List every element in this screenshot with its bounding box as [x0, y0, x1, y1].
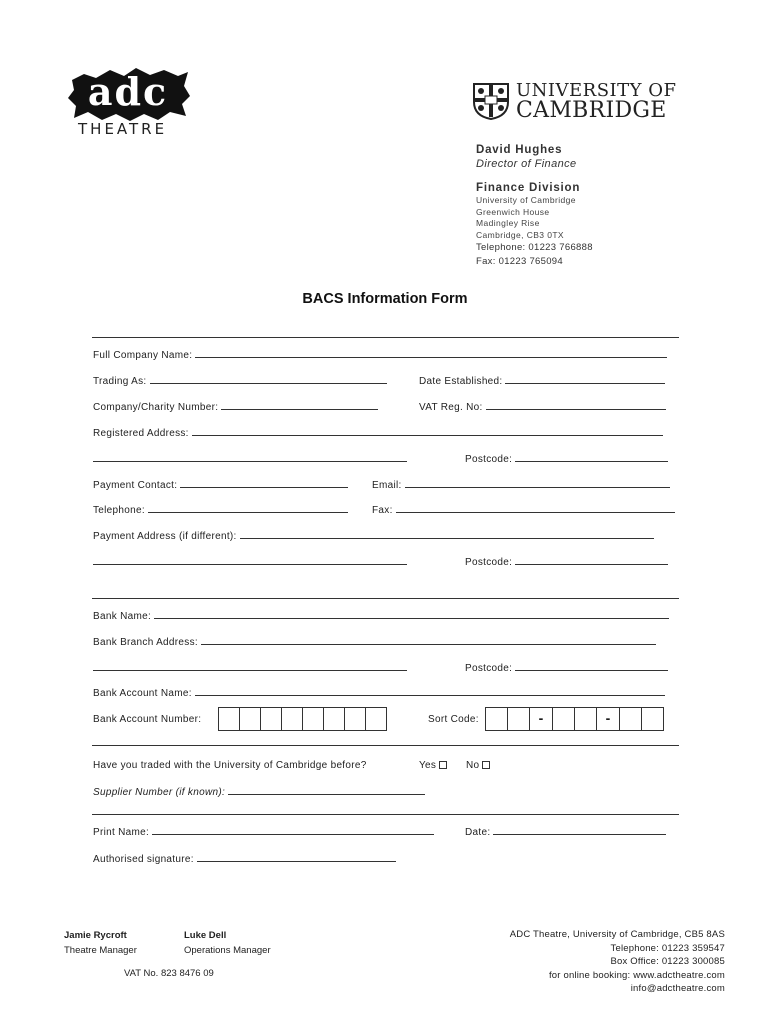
- university-of-text: UNIVERSITY OF: [516, 80, 677, 101]
- company-charity-number-field[interactable]: [93, 401, 378, 414]
- cambridge-text: CAMBRIDGE: [516, 98, 667, 123]
- vat-reg-no-field[interactable]: [419, 401, 666, 414]
- date-field[interactable]: [465, 826, 666, 839]
- print-name-field[interactable]: [93, 826, 434, 839]
- account-digit-box[interactable]: [260, 707, 282, 731]
- supplier-number-field[interactable]: [93, 786, 425, 799]
- trading-as-label: Trading As:: [93, 376, 147, 387]
- adc-logo-text: adc: [87, 69, 169, 114]
- vat-number: VAT No. 823 8476 09: [124, 968, 214, 979]
- bank-name-line[interactable]: [154, 610, 669, 619]
- sort-code-digit-box[interactable]: [574, 707, 597, 731]
- contact-role: Director of Finance: [476, 158, 577, 170]
- postcode-label: Postcode:: [465, 557, 513, 568]
- print-name-label: Print Name:: [93, 827, 150, 838]
- telephone-label: Telephone:: [93, 505, 145, 516]
- fax-field[interactable]: [372, 504, 675, 517]
- address-line: Cambridge, CB3 0TX: [476, 229, 564, 240]
- address-line: Madingley Rise: [476, 218, 540, 228]
- bank-account-name-line[interactable]: [195, 687, 665, 696]
- address-line: Greenwich House: [476, 206, 550, 217]
- person-role: Operations Manager: [184, 945, 271, 956]
- fax-label: Fax:: [372, 505, 393, 516]
- telephone-field[interactable]: [93, 504, 348, 517]
- account-digit-box[interactable]: [302, 707, 324, 731]
- sort-code-label: Sort Code:: [428, 714, 479, 725]
- payment-contact-line[interactable]: [180, 479, 348, 488]
- registered-address-line2[interactable]: [93, 453, 407, 462]
- form-title: BACS Information Form: [302, 291, 468, 307]
- telephone-line[interactable]: [148, 504, 348, 513]
- vat-reg-no-line[interactable]: [486, 401, 666, 410]
- bank-account-number-label: Bank Account Number:: [93, 714, 202, 725]
- registered-address-label: Registered Address:: [93, 428, 189, 439]
- footer-person: [184, 928, 271, 958]
- fax-line[interactable]: [396, 504, 675, 513]
- bank-account-name-field[interactable]: [93, 687, 665, 700]
- payment-postcode-field[interactable]: [465, 556, 668, 569]
- trading-as-line[interactable]: [150, 375, 387, 384]
- section-divider: [92, 745, 679, 746]
- full-company-name-line[interactable]: [195, 349, 667, 358]
- payment-address-label: Payment Address (if different):: [93, 531, 237, 542]
- account-digit-box[interactable]: [365, 707, 387, 731]
- footer-telephone: Telephone: 01223 359547: [610, 942, 725, 954]
- adc-theatre-logo: [66, 66, 190, 140]
- registered-postcode-field[interactable]: [465, 453, 668, 466]
- footer-online-booking[interactable]: for online booking: www.adctheatre.com: [548, 969, 725, 981]
- university-of-cambridge-logo: [472, 80, 682, 122]
- no-checkbox[interactable]: [482, 761, 490, 769]
- registered-address-line2-field[interactable]: [93, 453, 407, 466]
- footer-address: [510, 928, 725, 996]
- bank-branch-address-line[interactable]: [201, 636, 656, 645]
- postcode-label: Postcode:: [465, 663, 513, 674]
- account-digit-box[interactable]: [218, 707, 240, 731]
- date-established-line[interactable]: [505, 375, 665, 384]
- date-established-field[interactable]: [419, 375, 665, 388]
- section-divider: [92, 814, 679, 815]
- footer-email[interactable]: info@adctheatre.com: [630, 983, 725, 994]
- authorised-signature-field[interactable]: [93, 853, 396, 866]
- bank-address-line2[interactable]: [93, 662, 407, 671]
- bank-branch-address-field[interactable]: [93, 636, 656, 649]
- bank-account-name-label: Bank Account Name:: [93, 688, 192, 699]
- date-line[interactable]: [493, 826, 666, 835]
- bank-name-label: Bank Name:: [93, 611, 152, 622]
- contact-name: David Hughes: [476, 144, 563, 156]
- footer-address-line: ADC Theatre, University of Cambridge, CB5 8AS: [509, 929, 725, 940]
- finance-contact-block: [476, 143, 716, 269]
- trading-as-field[interactable]: [93, 375, 387, 388]
- date-label: Date:: [465, 827, 491, 838]
- sort-code-digit-box[interactable]: [485, 707, 508, 731]
- bank-postcode-field[interactable]: [465, 662, 668, 675]
- postcode-label: Postcode:: [465, 454, 513, 465]
- registered-postcode-line[interactable]: [515, 453, 668, 462]
- traded-before-question: Have you traded with the University of Cambridge before?: [93, 760, 367, 771]
- payment-address-line2[interactable]: [93, 556, 407, 565]
- company-charity-number-line[interactable]: [221, 401, 378, 410]
- registered-address-line[interactable]: [192, 427, 663, 436]
- full-company-name-label: Full Company Name:: [93, 350, 193, 361]
- no-option[interactable]: [466, 759, 490, 772]
- email-line[interactable]: [405, 479, 670, 488]
- bank-postcode-line[interactable]: [515, 662, 668, 671]
- account-digit-box[interactable]: [323, 707, 345, 731]
- payment-postcode-line[interactable]: [515, 556, 668, 565]
- print-name-line[interactable]: [152, 826, 434, 835]
- division-name: Finance Division: [476, 182, 581, 194]
- sort-code-boxes[interactable]: [486, 707, 664, 731]
- bank-name-field[interactable]: [93, 610, 669, 623]
- payment-contact-field[interactable]: [93, 479, 348, 492]
- payment-contact-label: Payment Contact:: [93, 480, 178, 491]
- footer-person: [64, 928, 137, 958]
- adc-logo-subtitle: THEATRE: [78, 120, 168, 138]
- sort-code-separator: -: [529, 707, 553, 731]
- supplier-number-label: Supplier Number (if known):: [93, 787, 226, 798]
- date-established-label: Date Established:: [419, 376, 503, 387]
- footer-box-office: Box Office: 01223 300085: [610, 956, 725, 967]
- account-digit-box[interactable]: [344, 707, 366, 731]
- payment-address-line2-field[interactable]: [93, 556, 407, 569]
- registered-address-field[interactable]: [93, 427, 663, 440]
- supplier-number-line[interactable]: [228, 786, 425, 795]
- address-line: University of Cambridge: [476, 195, 576, 205]
- person-name: Luke Dell: [184, 930, 227, 941]
- vat-reg-no-label: VAT Reg. No:: [419, 402, 483, 413]
- company-charity-number-label: Company/Charity Number:: [93, 402, 219, 413]
- bank-branch-address-label: Bank Branch Address:: [93, 637, 198, 648]
- sort-code-separator: -: [596, 707, 620, 731]
- sort-code-digit-box[interactable]: [641, 707, 664, 731]
- account-digit-box[interactable]: [281, 707, 303, 731]
- payment-address-line[interactable]: [240, 530, 654, 539]
- authorised-signature-label: Authorised signature:: [93, 854, 194, 865]
- contact-telephone: Telephone: 01223 766888: [476, 242, 593, 253]
- cambridge-shield-icon: [472, 82, 510, 120]
- sort-code-digit-box[interactable]: [507, 707, 530, 731]
- email-field[interactable]: [372, 479, 670, 492]
- person-name: Jamie Rycroft: [64, 930, 127, 941]
- payment-address-field[interactable]: [93, 530, 654, 543]
- account-digit-box[interactable]: [239, 707, 261, 731]
- section-divider: [92, 598, 679, 599]
- bank-address-line2-field[interactable]: [93, 662, 407, 675]
- yes-checkbox[interactable]: [439, 761, 447, 769]
- yes-option[interactable]: [419, 759, 447, 772]
- email-label: Email:: [372, 480, 402, 491]
- contact-fax: Fax: 01223 765094: [476, 256, 563, 267]
- full-company-name-field[interactable]: [93, 349, 667, 362]
- authorised-signature-line[interactable]: [197, 853, 396, 862]
- section-divider: [92, 337, 679, 338]
- bank-account-number-boxes[interactable]: [219, 707, 387, 731]
- sort-code-digit-box[interactable]: [552, 707, 575, 731]
- no-label: No: [466, 760, 480, 771]
- person-role: Theatre Manager: [64, 945, 137, 956]
- yes-label: Yes: [419, 760, 437, 771]
- sort-code-digit-box[interactable]: [619, 707, 642, 731]
